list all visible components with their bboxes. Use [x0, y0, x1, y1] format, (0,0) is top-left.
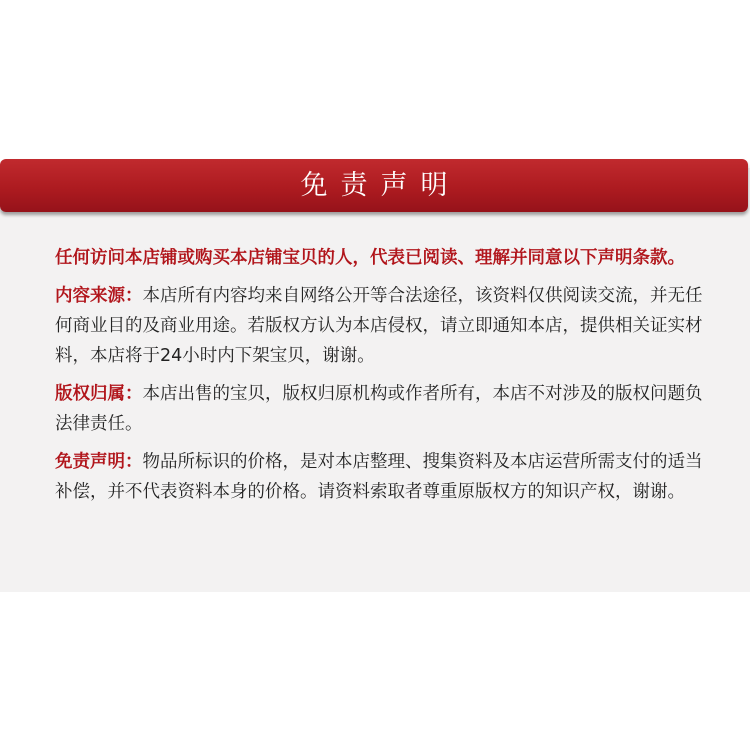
section-content-source — [55, 281, 705, 371]
section-text: 本店所有内容均来自网络公开等合法途径，该资料仅供阅读交流，并无任何商业目的及商业用途。若版权方认为本店侵权，请立即通知本店，提供相关证实材料，本店将于24小时内下架宝贝，谢谢。 — [55, 286, 703, 366]
section-label: 版权归属： — [55, 384, 143, 404]
section-text: 本店出售的宝贝，版权归原机构或作者所有，本店不对涉及的版权问题负法律责任。 — [55, 384, 703, 434]
section-label: 免责声明： — [55, 452, 143, 472]
disclaimer-content — [55, 243, 705, 515]
header-banner — [0, 159, 748, 212]
section-label: 内容来源： — [55, 286, 143, 306]
section-disclaimer — [55, 447, 705, 507]
intro-statement: 任何访问本店铺或购买本店铺宝贝的人，代表已阅读、理解并同意以下声明条款。 — [55, 248, 685, 268]
banner-title: 免责声明 — [300, 170, 461, 201]
section-copyright — [55, 379, 705, 439]
section-text: 物品所标识的价格，是对本店整理、搜集资料及本店运营所需支付的适当补偿，并不代表资料本身的价格。请资料索取者尊重原版权方的知识产权，谢谢。 — [55, 452, 703, 502]
